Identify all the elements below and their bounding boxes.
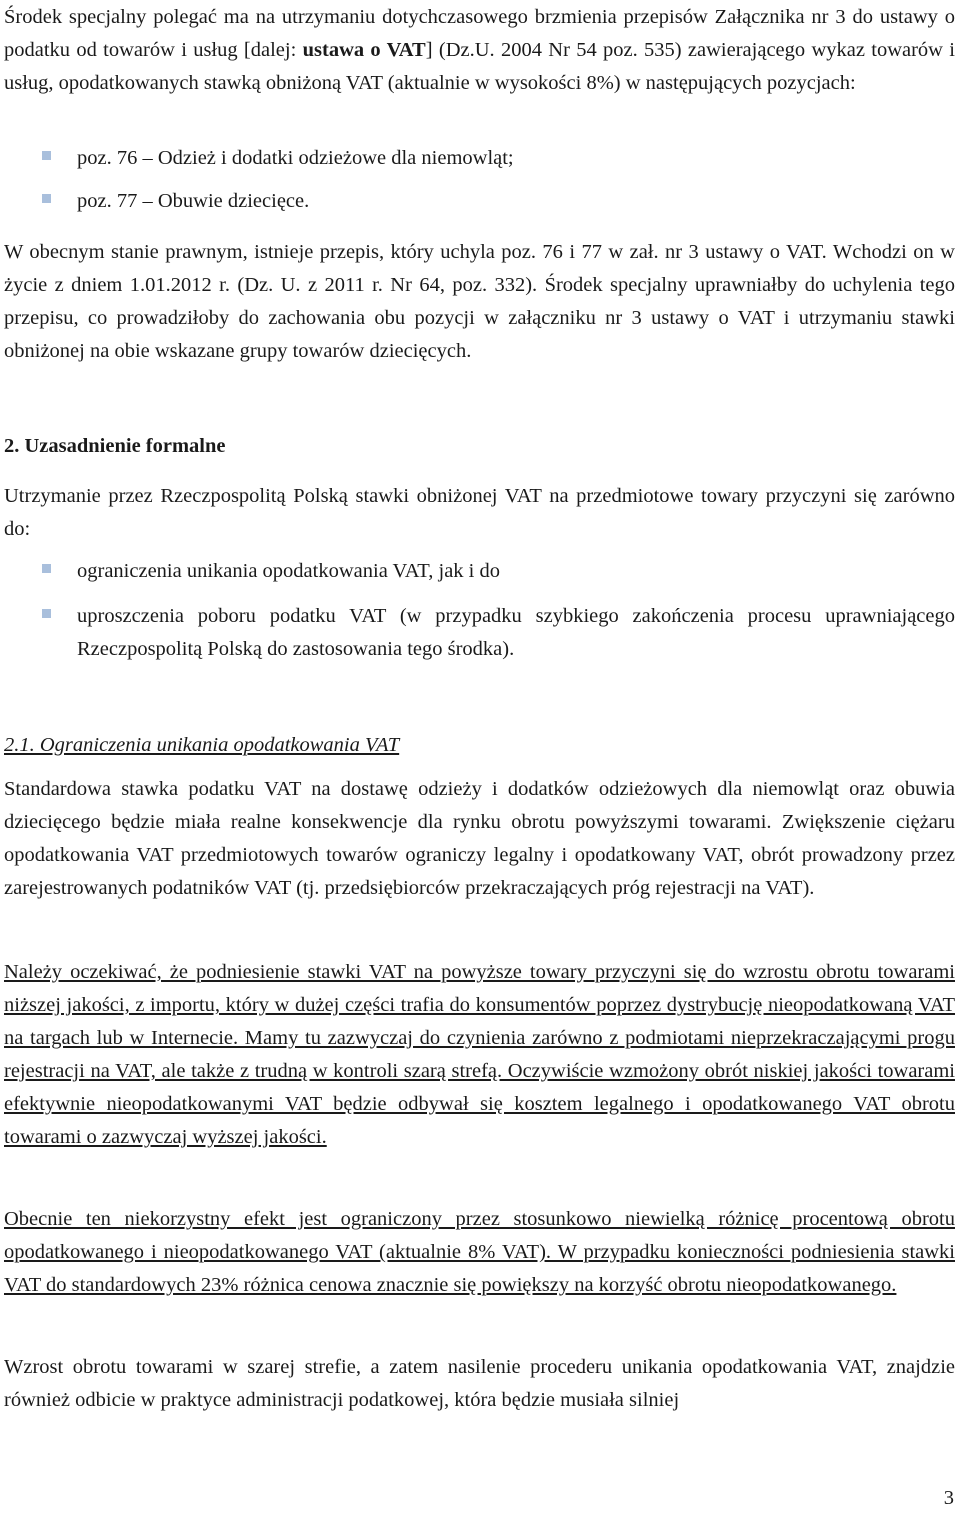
list-item: uproszczenia poboru podatku VAT (w przypadku szybkiego zakończenia procesu uprawniającego Rzeczpospolitą Polską do zastosowania tego środka). bbox=[4, 600, 955, 666]
list-item: poz. 77 – Obuwie dziecięce. bbox=[4, 185, 955, 218]
list-item: ograniczenia unikania opodatkowania VAT, jak i do bbox=[4, 555, 955, 588]
section-2-1-heading: 2.1. Ograniczenia unikania opodatkowania VAT bbox=[4, 734, 400, 756]
square-bullet-icon bbox=[42, 564, 51, 573]
intro-bold-term: ustawa o VAT bbox=[302, 39, 426, 61]
square-bullet-icon bbox=[42, 609, 51, 618]
list-item: poz. 76 – Odzież i dodatki odzieżowe dla niemowląt; bbox=[4, 142, 955, 175]
square-bullet-icon bbox=[42, 194, 51, 203]
section-2-1-paragraph-1: Standardowa stawka podatku VAT na dostawę odzieży i dodatków odzieżowych dla niemowląt oraz obuwia dziecięcego będzie miała realne konsekwencje dla rynku obrotu powyższymi towarami. Zwiększenie ciężaru opodatkowania VAT przedmiotowych towarów ograniczy legalny i opodatkowany VAT, obrót prowadzony przez zarejestrowanych podatników VAT (tj. przedsiębiorców przekraczających próg rejestracji na VAT). bbox=[4, 778, 955, 899]
legal-state-paragraph: W obecnym stanie prawnym, istnieje przepis, który uchyla poz. 76 i 77 w zał. nr 3 ustawy o VAT. Wchodzi on w życie z dniem 1.01.2012 r. (Dz. U. z 2011 r. Nr 64, poz. 332). Środek specjalny uprawniałby do uchylenia tego przepisu, co prowadziłoby do zachowania obu pozycji w załączniku nr 3 ustawy o VAT i utrzymaniu stawki obniżonej na obie wskazane grupy towarów dziecięcych. bbox=[4, 241, 955, 362]
square-bullet-icon bbox=[42, 151, 51, 160]
positions-list bbox=[4, 142, 955, 228]
section-2-intro: Utrzymanie przez Rzeczpospolitą Polską stawki obniżonej VAT na przedmiotowe towary przyczyni się zarówno do: bbox=[4, 485, 955, 540]
page-number: 3 bbox=[943, 1487, 954, 1509]
intro-text-2: ] (Dz.U. 2004 Nr 54 poz. 535) zawierającego wykaz towarów i usług, opodatkowanych stawką obniżoną VAT (aktualnie w wysokości 8%) w następujących pozycjach: bbox=[4, 39, 955, 94]
section-2-heading: 2. Uzasadnienie formalne bbox=[4, 435, 226, 457]
intro-text-1: Środek specjalny polegać ma na utrzymaniu dotychczasowego brzmienia przepisów Załącznika nr 3 do ustawy o podatku od towarów i usług [dalej: bbox=[4, 6, 955, 61]
section-2-1-paragraph-3: Obecnie ten niekorzystny efekt jest ograniczony przez stosunkowo niewielką różnicę procentową obrotu opodatkowanego i nieopodatkowanego VAT (aktualnie 8% VAT). W przypadku konieczności podniesienia stawki VAT do standardowych 23% różnica cenowa znacznie się powiększy na korzyść obrotu nieopodatkowanego. bbox=[4, 1208, 955, 1296]
section-2-1-paragraph-2: Należy oczekiwać, że podniesienie stawki VAT na powyższe towary przyczyni się do wzrostu obrotu towarami niższej jakości, z importu, który w dużej części trafia do konsumentów poprzez dystrybucję nieopodatkowaną VAT na targach lub w Internecie. Mamy tu zazwyczaj do czynienia zarówno z podmiotami nieprzekraczającymi progu rejestracji na VAT, ale także z trudną w kontroli szarą strefą. Oczywiście wzmożony obrót niskiej jakości towarami efektywnie nieopodatkowanymi VAT będzie odbywał się kosztem legalnego i opodatkowanego VAT obrotu towarami o zazwyczaj wyższej jakości. bbox=[4, 961, 955, 1148]
section-2-1-paragraph-4: Wzrost obrotu towarami w szarej strefie, a zatem nasilenie procederu unikania opodatkowania VAT, znajdzie również odbicie w praktyce administracji podatkowej, która będzie musiała silniej bbox=[4, 1356, 955, 1411]
intro-paragraph bbox=[4, 1, 955, 100]
section-2-list bbox=[4, 555, 955, 678]
